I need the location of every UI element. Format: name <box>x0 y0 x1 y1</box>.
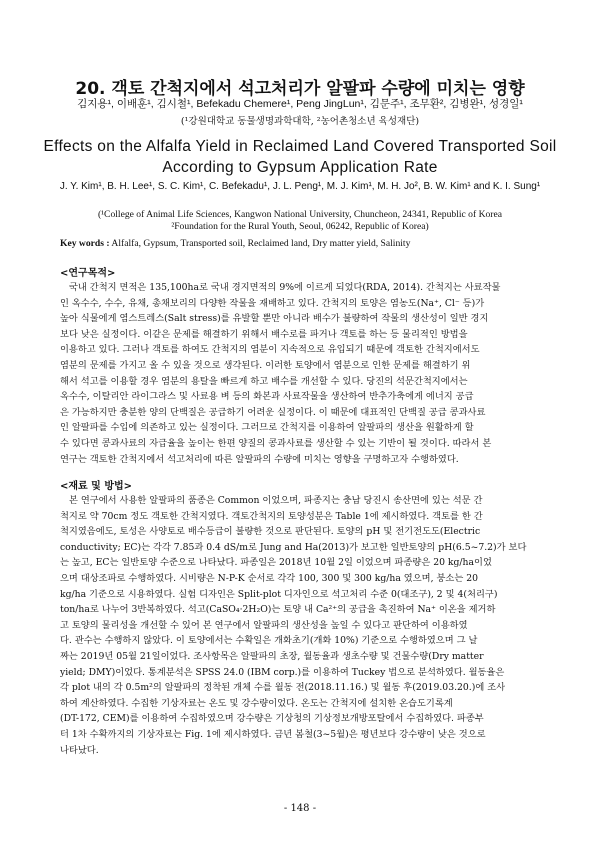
text-line: 은 가능하지만 충분한 양의 단백질은 공급하기 어려운 실정이다. 이 때문에 대표적인 단백질 공급 콩과사료 <box>60 406 486 418</box>
section-heading-purpose: <연구목적> <box>60 268 116 279</box>
text-line: ton/ha로 나누어 3반복하였다. 석고(CaSO₄·2H₂O)는 토양 내 Ca²⁺의 공급을 촉진하여 Na⁺ 이온을 제거하 <box>60 604 496 616</box>
page-number: - 148 - <box>283 803 317 814</box>
text-line: 는 높고, EC는 일반토양 수준으로 나타났다. 파종일은 2018년 10월 2일 이었으며 파종량은 20 kg/ha이었 <box>60 557 492 569</box>
affiliation-line-1: (¹College of Animal Life Sciences, Kangwon National University, Chuncheon, 24341, Republic of Korea <box>97 209 503 220</box>
korean-title: 20. 객토 간척지에서 석고처리가 알팔파 수량에 미치는 영향 <box>75 79 525 99</box>
english-affiliations <box>40 209 560 233</box>
text-line: (DT-172, CEM)를 이용하여 수집하였으며 강수량은 기상청의 기상정보개방포탈에서 수집하였다. 파종부 <box>60 713 484 725</box>
text-line: 터 1차 수확까지의 기상자료는 Fig. 1에 제시하였다. 금년 봄철(3~5월)은 평년보다 강수량이 낮은 것으로 <box>60 728 486 740</box>
korean-authors: 김지용¹, 이배훈¹, 김시철¹, Befekadu Chemere¹, Peng JingLun¹, 김문주¹, 조무환², 김병완¹, 성경일¹ <box>77 98 523 110</box>
text-line: 짜는 2019년 05월 21일이었다. 조사항목은 알팔파의 초장, 월동율과 생초수량 및 건물수량(Dry matter <box>60 650 484 662</box>
text-line: conductivity; EC)는 각각 7.85과 0.4 dS/m로 Jung and Ha(2013)가 보고한 일반토양의 pH(6.5~7.2)가 보다 <box>60 541 527 553</box>
text-line: 본 연구에서 사용한 알팔파의 품종은 Common 이었으며, 파종지는 충남 당진시 송산면에 있는 석문 간 <box>69 495 483 506</box>
text-line: 척지로 약 70cm 정도 객토한 간척지였다. 객토간척지의 토양성분은 Table 1에 제시하였다. 객토를 한 간 <box>60 510 483 522</box>
text-line: 해서 석고를 이용할 경우 염분의 용탈을 빠르게 하고 배수를 개선할 수 있다. 당진의 석문간척지에서는 <box>60 375 468 387</box>
section-heading-methods: <재료 및 방법> <box>60 481 133 492</box>
text-line: 보다 낮은 실정이다. 이같은 문제를 해결하기 위해서 배수로를 파거나 객토를 하는 등 물리적인 방법을 <box>60 328 468 340</box>
english-authors: J. Y. Kim¹, B. H. Lee¹, S. C. Kim¹, C. Befekadu¹, J. L. Peng¹, M. J. Kim¹, M. H. Jo², B. W. Kim¹ and K. I. Sung¹ <box>59 181 541 192</box>
methods-paragraph <box>60 493 542 758</box>
text-line: 다. 관수는 수행하지 않았다. 이 토양에서는 수확일은 개화초기(개화 10%) 기준으로 수행하였으며 그 날 <box>60 635 478 647</box>
text-line: 하여 계산하였다. 수집한 기상자료는 온도 및 강수량이었다. 온도는 간척지에 설치한 온습도기록계 <box>60 697 453 709</box>
text-line: 각 plot 내의 각 0.5m²의 알팔파의 정착된 개체 수를 월동 전(2018.11.16.) 및 월동 후(2019.03.20.)에 조사 <box>60 682 506 694</box>
text-line: 인 옥수수, 수수, 유채, 총채보리의 다양한 작물을 재배하고 있다. 간척지의 토양은 염농도(Na⁺, Cl⁻ 등)가 <box>60 297 485 309</box>
text-line: kg/ha 기준으로 시용하였다. 실험 디자인은 Split-plot 디자인으로 석고처리 수준 0(대조구), 2 및 4(처리구) <box>60 588 498 600</box>
text-line: 옥수수, 이탈리안 라이그라스 및 사료용 벼 등의 화본과 사료작물을 생산하여 반추가축에게 에너지 공급 <box>60 391 474 403</box>
keywords-label: Key words : <box>60 238 110 249</box>
text-line: 척지였음에도, 토성은 사양토로 배수등급이 불량한 것으로 판단된다. 토양의 pH 및 전기전도도(Electric <box>60 526 481 538</box>
korean-affiliations: (¹강원대학교 동물생명과학대학, ²농어촌청소년 육성재단) <box>180 116 420 127</box>
purpose-paragraph <box>60 280 542 467</box>
affiliation-line-2: ²Foundation for the Rural Youth, Seoul, 06242, Republic of Korea) <box>171 221 429 232</box>
text-line: 고 토양의 물리성을 개선할 수 있어 본 연구에서 알팔파의 생산성을 높일 수 있다고 판단하여 이용하였 <box>60 619 468 631</box>
text-line: 인 알팔파를 수입에 의존하고 있는 실정이다. 그러므로 간척지를 이용하여 알팔파의 생산을 원활하게 할 <box>60 422 474 434</box>
english-title: Effects on the Alfalfa Yield in Reclaimed Land Covered Transported Soil According to Gypsum Application Rate <box>43 138 557 176</box>
text-line: 국내 간척지 면적은 135,100ha로 국내 경지면적의 9%에 이르게 되었다(RDA, 2014). 간척지는 사료작물 <box>69 282 501 293</box>
text-line: 수 있다면 콩과사료의 자급율을 높이는 한편 양질의 콩과사료를 생산할 수 있는 기반이 될 것이다. 따라서 본 <box>60 437 492 449</box>
text-line: 나타났다. <box>60 744 99 756</box>
text-line: 염분의 문제를 가지고 올 수 있을 것으로 생각된다. 이러한 토양에서 염분으로 인한 문제를 해결하기 위 <box>60 359 471 371</box>
keywords <box>60 238 540 249</box>
keywords-list: Alfalfa, Gypsum, Transported soil, Reclaimed land, Dry matter yield, Salinity <box>109 238 411 249</box>
text-line: yield; DMY)이었다. 통계분석은 SPSS 24.0 (IBM corp.)를 이용하여 Tuckey 법으로 분석하였다. 월동율은 <box>60 666 505 678</box>
text-line: 높아 식물에게 염스트레스(Salt stress)를 유발할 뿐만 아니라 배수가 불량하여 작물의 생산성이 일반 경지 <box>60 313 489 325</box>
text-line: 이용하고 있다. 그러나 객토를 하여도 간척지의 염분이 지속적으로 유입되기 때문에 객토한 간척지에서도 <box>60 344 480 356</box>
text-line: 연구는 객토한 간척지에서 석고처리에 따른 알팔파의 수량에 미치는 영향을 구명하고자 수행하였다. <box>60 453 459 465</box>
text-line: 으며 대상조파로 수행하였다. 시비량은 N-P-K 순서로 각각 100, 300 및 300 kg/ha 였으며, 붕소는 20 <box>60 572 479 584</box>
